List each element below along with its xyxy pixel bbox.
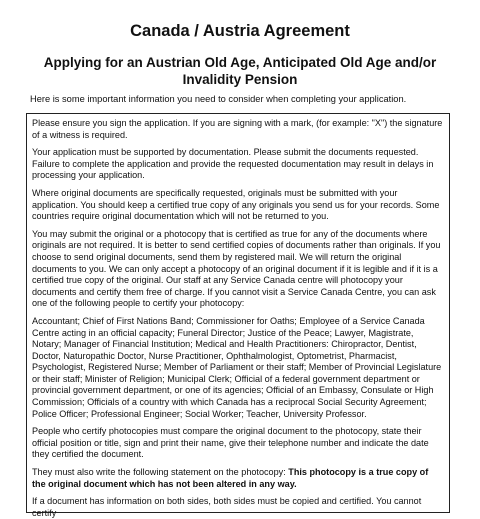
intro-text: Here is some important information you need to consider when completing your application. [30,94,407,104]
certifiers-list-paragraph: Accountant; Chief of First Nations Band; Commissioner for Oaths; Employee of a Service Canada Centre acting in an official capacity; Funeral Director; Justice of the Peace; Lawyer, Magistrate, Notary; Manager of Financial Institution; Medical and Health Practitioners: Chiropractor, Dentist, Doctor, Naturopathic Doctor, Nurse Practitioner, Ophthalmologist, Optometrist, Pharmacist, Psychologist, Registered Nurse; Member of Parliament or their staff; Member of Provincial Legislature or their staff; Minister of Religion; Municipal Clerk; Official of a federal government department or provincial government department, or one of its agencies; Official of an Embassy, Consulate or High Commission; Officials of a country with which Canada has a reciprocal Social Security Agreement; Police Officer; Professional Engineer; Social Worker; Teacher, University Professor. [32,315,442,419]
page-subtitle: Applying for an Austrian Old Age, Anticipated Old Age and/or Invalidity Pension [43,55,437,87]
photocopy-paragraph: You may submit the original or a photocopy that is certified as true for any of the documents where originals are not required. It is better to send certified copies of documents rather than originals. If you choose to send original documents, send them by registered mail. We will return the original documents to you. We can only accept a photocopy of an original document if it is legible and if it is a certified true copy of the original. Our staff at any Service Canada centre will photocopy your documents and certify them free of charge. If you cannot visit a Service Canada Centre, you can ask one of the following people to certify your photocopy: [32,228,441,309]
page-title: Canada / Austria Agreement [130,22,350,40]
statement-paragraph [32,467,444,490]
certification-requirements-paragraph: People who certify photocopies must compare the original document to the photocopy, state their official position or title, sign and print their name, give their telephone number and indicate the date they certified the document. [32,426,429,460]
statement-intro-text: They must also write the following statement on the photocopy: [32,467,289,478]
signature-paragraph: Please ensure you sign the application. If you are signing with a mark, (for example: "X") the signature of a witness is required. [32,118,443,140]
required-statement: This photocopy is a true copy of the original document which has not been altered in any way. [32,467,429,489]
information-box [26,113,450,518]
two-sided-documents-paragraph: If a document has information on both sides, both sides must be copied and certified. You cannot certify [32,496,422,518]
documentation-paragraph: Your application must be supported by documentation. Please submit the documents requested. Failure to complete the application and provide the requested documentation may result in delays in processing your application. [32,147,434,181]
original-documents-paragraph: Where original documents are specifically requested, originals must be submitted with your application. You should keep a certified true copy of any originals you send us for your records. Some countries require original documentation which will not be returned to you. [32,187,440,222]
